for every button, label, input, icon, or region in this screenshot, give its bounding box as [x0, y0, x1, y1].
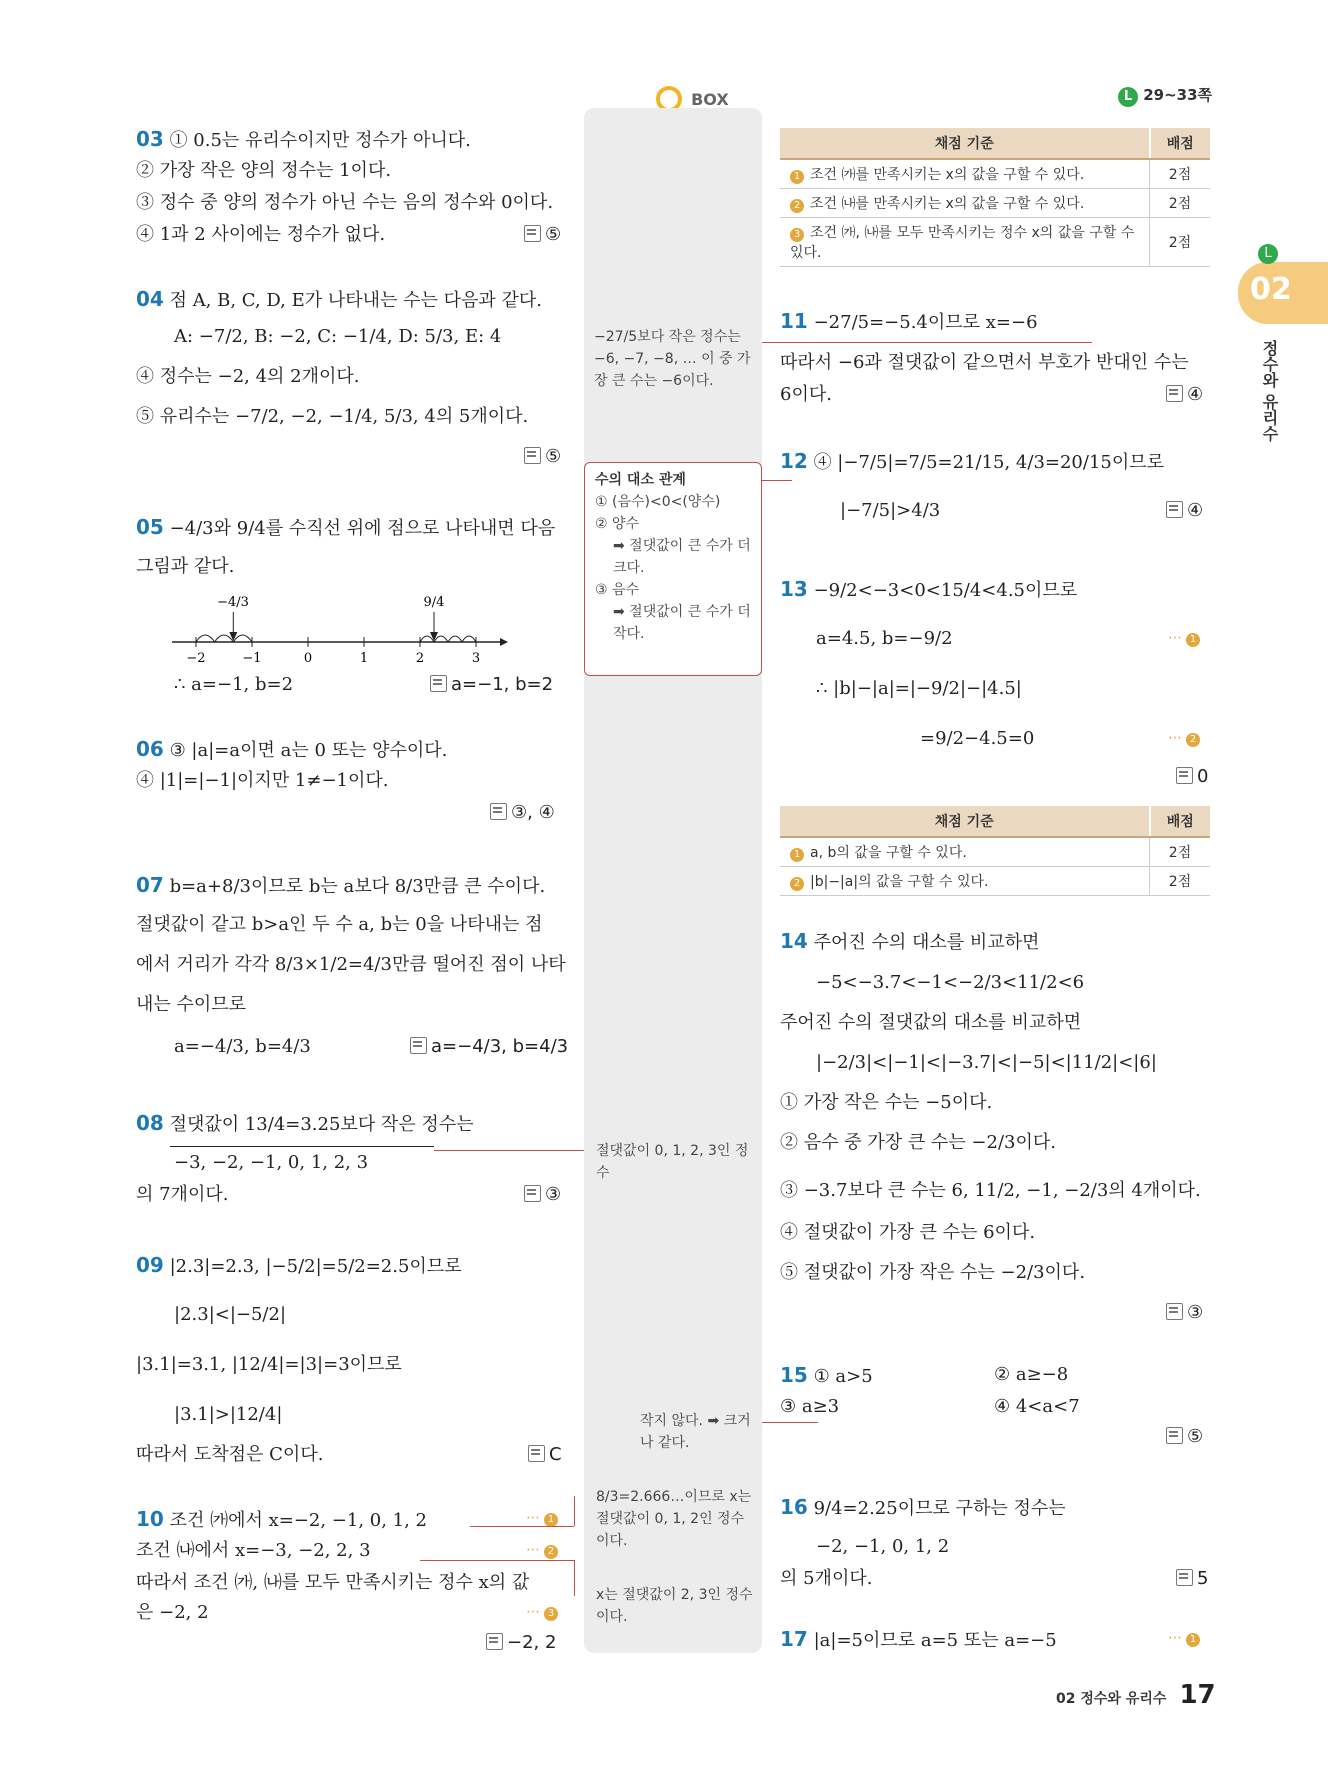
problem-03-line1: 03 ① 0.5는 유리수이지만 정수가 아니다. [136, 127, 471, 151]
problem-05-line1: 05 −4/3와 9/4를 수직선 위에 점으로 나타내면 다음 [136, 515, 556, 539]
problem-15-option3: ③ a≥3 [780, 1396, 840, 1417]
problem-14-line5: ① 가장 작은 수는 −5이다. [780, 1092, 993, 1113]
lesson-badge-icon: L [1118, 87, 1138, 107]
card-line3: ➡ 절댓값이 큰 수가 더 크다. [613, 538, 751, 576]
problem-05-line3: ∴ a=−1, b=2 [174, 674, 294, 695]
problem-10-line3: 따라서 조건 ㈎, ㈏를 모두 만족시키는 정수 x의 값 [136, 1572, 530, 1593]
card-title: 수의 대소 관계 [595, 472, 686, 488]
answer-icon [524, 225, 541, 242]
mark-label-1: −4/3 [217, 595, 249, 610]
table-row: 2 조건 ㈏를 만족시키는 x의 값을 구할 수 있다. 2점 [780, 189, 1210, 218]
page-number: 17 [1179, 1680, 1216, 1710]
problem-15-option2: ② a≥−8 [994, 1364, 1069, 1385]
problem-09-line2: |2.3|<|−5/2| [174, 1304, 287, 1325]
problem-14-line6: ② 음수 중 가장 큰 수는 −2/3이다. [780, 1132, 1056, 1153]
problem-08-line2: −3, −2, −1, 0, 1, 2, 3 [174, 1152, 369, 1173]
step-marker-1: ⋯ 1 [1168, 630, 1200, 647]
problem-13-answer: 0 [1176, 764, 1208, 790]
problem-12-line1: 12 ④ |−7/5|=7/5=21/15, 4/3=20/15이므로 [780, 449, 1165, 473]
side-tab-badge-icon: L [1258, 244, 1278, 264]
scoring-table-1 [780, 128, 1210, 267]
problem-10-answer: −2, 2 [486, 1630, 556, 1656]
problem-03-line2: ② 가장 작은 양의 정수는 1이다. [136, 160, 392, 181]
answer-icon [524, 1185, 541, 1202]
problem-13-line2: a=4.5, b=−9/2 [816, 628, 953, 649]
problem-07-line5: a=−4/3, b=4/3 [174, 1036, 311, 1057]
problem-14-line2: −5<−3.7<−1<−2/3<11/2<6 [816, 972, 1085, 993]
chapter-number: 02 [1250, 272, 1292, 307]
page-range: L 29~33쪽 [1118, 84, 1212, 107]
problem-04-line3: ④ 정수는 −2, 4의 2개이다. [136, 366, 360, 387]
box-note-3: 작지 않다. ➡ 크거나 같다. [640, 1413, 751, 1451]
answer-icon [1166, 1427, 1183, 1444]
problem-11-line1: 11 −27/5=−5.4이므로 x=−6 [780, 309, 1038, 333]
answer-icon [490, 803, 507, 820]
problem-16-line1: 16 9/4=2.25이므로 구하는 정수는 [780, 1495, 1066, 1519]
card-line4: ③ 음수 [595, 582, 640, 598]
problem-17-line1: 17 |a|=5이므로 a=5 또는 a=−5 [780, 1627, 1057, 1651]
tick-label: 2 [415, 651, 425, 666]
problem-09-line3: |3.1|=3.1, |12/4|=|3|=3이므로 [136, 1354, 402, 1375]
problem-16-line3: 의 5개이다. [780, 1568, 873, 1589]
chapter-title-vertical: 정수와 유리수 [1260, 340, 1279, 442]
problem-08-line1: 08 절댓값이 13/4=3.25보다 작은 정수는 [136, 1111, 474, 1135]
problem-07-line3: 에서 거리가 각각 8/3×1/2=4/3만큼 떨어진 점이 나타 [136, 954, 566, 975]
card-line2: ② 양수 [595, 516, 640, 532]
problem-16-answer: 5 [1176, 1566, 1208, 1592]
box-note-4: 8/3=2.666…이므로 x는 절댓값이 0, 1, 2인 정수이다. [596, 1489, 752, 1549]
table-row: 2 |b|−|a|의 값을 구할 수 있다. 2점 [780, 867, 1210, 896]
problem-07-line4: 내는 수이므로 [136, 994, 247, 1015]
problem-14-answer: ③ [1166, 1300, 1203, 1326]
problem-13-line4: =9/2−4.5=0 [920, 728, 1035, 749]
problem-06-line1: 06 ③ |a|=a이면 a는 0 또는 양수이다. [136, 737, 448, 761]
problem-14-line3: 주어진 수의 절댓값의 대소를 비교하면 [780, 1012, 1082, 1033]
card-line1: ① (음수)<0<(양수) [595, 494, 721, 510]
problem-04-answer: ⑤ [524, 444, 561, 470]
connector-10d [574, 1560, 575, 1596]
problem-14-line9: ⑤ 절댓값이 가장 작은 수는 −2/3이다. [780, 1262, 1086, 1283]
step-marker-3: ⋯ 3 [526, 1604, 558, 1621]
step-marker-1: ⋯ 1 [1168, 1630, 1200, 1647]
box-note-5: x는 절댓값이 2, 3인 정수이다. [596, 1587, 753, 1625]
table-row: 1 조건 ㈎를 만족시키는 x의 값을 구할 수 있다. 2점 [780, 159, 1210, 189]
box-note-2: 절댓값이 0, 1, 2, 3인 정수 [596, 1143, 749, 1181]
step-marker-1: ⋯ 1 [526, 1510, 558, 1527]
problem-10-line1: 10 조건 ㈎에서 x=−2, −1, 0, 1, 2 [136, 1507, 428, 1531]
footer-chapter: 02 정수와 유리수 [1056, 1691, 1167, 1707]
step-marker-2: ⋯ 2 [526, 1542, 558, 1559]
table2-header-criteria: 채점 기준 [780, 806, 1150, 837]
answer-icon [1176, 767, 1193, 784]
problem-15-option4: ④ 4<a<7 [994, 1396, 1080, 1417]
answer-icon [486, 1633, 503, 1650]
footer [1056, 1680, 1216, 1710]
problem-14-line7: ③ −3.7보다 큰 수는 6, 11/2, −1, −2/3의 4개이다. [780, 1180, 1201, 1201]
problem-04-line4: ⑤ 유리수는 −7/2, −2, −1/4, 5/3, 4의 5개이다. [136, 406, 529, 427]
problem-03-answer: ⑤ [524, 222, 561, 248]
problem-08-line3: 의 7개이다. [136, 1184, 229, 1205]
problem-13-line3: ∴ |b|−|a|=|−9/2|−|4.5| [816, 678, 1022, 699]
problem-06-line2: ④ |1|=|−1|이지만 1≠−1이다. [136, 770, 389, 791]
problem-15-answer: ⑤ [1166, 1424, 1203, 1450]
problem-13-line1: 13 −9/2<−3<0<15/4<4.5이므로 [780, 577, 1078, 601]
problem-16-line2: −2, −1, 0, 1, 2 [816, 1536, 950, 1557]
number-order-card [584, 462, 762, 676]
connector-08-red [434, 1150, 584, 1151]
number-line-diagram [160, 590, 510, 666]
problem-05-answer: a=−1, b=2 [430, 672, 553, 698]
box-note-1: −27/5보다 작은 정수는 −6, −7, −8, … 이 중 가장 큰 수는 −6이다. [594, 329, 751, 389]
problem-09-answer: C [528, 1442, 562, 1468]
table2-header-points: 배점 [1150, 806, 1211, 837]
table-row: 3 조건 ㈎, ㈏를 모두 만족시키는 정수 x의 값을 구할 수 있다. 2점 [780, 218, 1210, 267]
table-row: 1 a, b의 값을 구할 수 있다. 2점 [780, 837, 1210, 867]
connector-10c [420, 1560, 574, 1561]
answer-icon [1166, 1303, 1183, 1320]
answer-icon [1166, 501, 1183, 518]
card-line5: ➡ 절댓값이 큰 수가 더 작다. [613, 604, 751, 642]
problem-10-line2: 조건 ㈏에서 x=−3, −2, 2, 3 [136, 1540, 371, 1561]
problem-14-line8: ④ 절댓값이 가장 큰 수는 6이다. [780, 1222, 1036, 1243]
problem-11-line2: 따라서 −6과 절댓값이 같으면서 부호가 반대인 수는 [780, 352, 1189, 373]
table1-header-points: 배점 [1150, 128, 1211, 159]
answer-icon [524, 447, 541, 464]
tick-label: 3 [471, 651, 481, 666]
table1-header-criteria: 채점 기준 [780, 128, 1150, 159]
problem-10-line4: 은 −2, 2 [136, 1602, 209, 1623]
scoring-table-2 [780, 806, 1210, 896]
connector-15 [762, 1422, 818, 1423]
tick-label: −2 [186, 651, 206, 666]
problem-14-line4: |−2/3|<|−1|<|−3.7|<|−5|<|11/2|<|6| [816, 1052, 1157, 1073]
problem-09-line4: |3.1|>|12/4| [174, 1404, 283, 1425]
tick-label: −1 [242, 651, 262, 666]
connector-08 [170, 1146, 434, 1147]
problem-05-line2: 그림과 같다. [136, 556, 235, 577]
problem-06-answer: ③, ④ [490, 800, 555, 826]
problem-08-answer: ③ [524, 1182, 561, 1208]
step-marker-2: ⋯ 2 [1168, 730, 1200, 747]
answer-icon [528, 1445, 545, 1462]
problem-03-line3: ③ 정수 중 양의 정수가 아닌 수는 음의 정수와 0이다. [136, 192, 554, 213]
problem-07-answer: a=−4/3, b=4/3 [410, 1034, 568, 1060]
problem-12-answer: ④ [1166, 498, 1203, 524]
box-label: BOX [691, 89, 729, 109]
mark-label-2: 9/4 [423, 595, 445, 610]
connector-10b [574, 1496, 575, 1526]
tick-label: 1 [359, 651, 369, 666]
connector-11 [762, 342, 1092, 343]
problem-07-line1: 07 b=a+8/3이므로 b는 a보다 8/3만큼 큰 수이다. [136, 873, 546, 897]
problem-12-line2: |−7/5|>4/3 [840, 500, 941, 521]
problem-04-line1: 04 점 A, B, C, D, E가 나타내는 수는 다음과 같다. [136, 287, 543, 311]
problem-14-line1: 14 주어진 수의 대소를 비교하면 [780, 929, 1040, 953]
problem-09-line1: 09 |2.3|=2.3, |−5/2|=5/2=2.5이므로 [136, 1253, 462, 1277]
answer-icon [430, 675, 447, 692]
tick-label: 0 [303, 651, 313, 666]
problem-15-line1: 15 ① a>5 [780, 1363, 873, 1387]
connector-10a [470, 1526, 574, 1527]
problem-07-line2: 절댓값이 같고 b>a인 두 수 a, b는 0을 나타내는 점 [136, 914, 543, 935]
problem-11-answer: ④ [1166, 382, 1203, 408]
problem-04-line2: A: −7/2, B: −2, C: −1/4, D: 5/3, E: 4 [174, 326, 502, 347]
problem-11-line3: 6이다. [780, 384, 832, 405]
problem-03-line4: ④ 1과 2 사이에는 정수가 없다. [136, 224, 386, 245]
answer-icon [1176, 1569, 1193, 1586]
connector-12 [762, 480, 792, 481]
problem-09-line5: 따라서 도착점은 C이다. [136, 1444, 324, 1465]
answer-icon [410, 1037, 427, 1054]
answer-icon [1166, 385, 1183, 402]
